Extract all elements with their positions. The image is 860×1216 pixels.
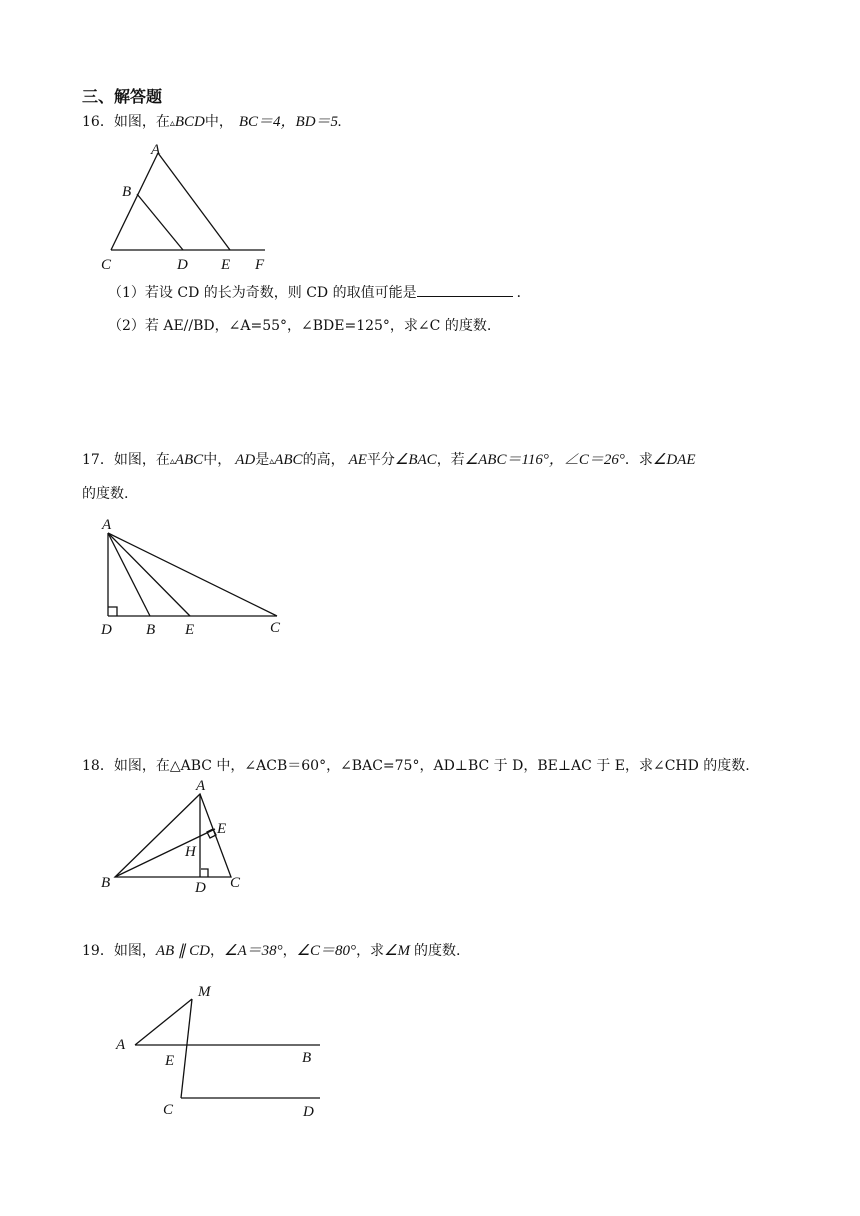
label-e: E bbox=[221, 257, 231, 273]
triangle-symbol: ▵ bbox=[269, 456, 275, 467]
label-c: C bbox=[163, 1102, 174, 1118]
line-ae bbox=[108, 533, 190, 616]
stem-text: 的高， bbox=[302, 452, 345, 468]
question-16-part2: （2）若 AE//BD，∠A=55°，∠BDE=125°，求∠C 的度数. bbox=[108, 318, 492, 334]
label-b: B bbox=[101, 875, 111, 891]
question-17-stem bbox=[82, 450, 695, 472]
angle-m: ∠M bbox=[384, 943, 411, 959]
figure-16 bbox=[95, 138, 275, 274]
angle-bac: ∠BAC bbox=[394, 452, 437, 468]
stem-text: 如图，在 bbox=[113, 452, 170, 468]
figure-19 bbox=[105, 978, 335, 1123]
section-title: 三、解答题 bbox=[82, 87, 163, 106]
angle-a: ∠A＝38° bbox=[224, 943, 283, 959]
figure-18 bbox=[95, 777, 255, 897]
right-angle-mark-d bbox=[201, 869, 208, 877]
given-bd: BD＝5. bbox=[295, 114, 342, 130]
angle-dae: ∠DAE bbox=[652, 452, 696, 468]
question-16-part1 bbox=[108, 282, 531, 303]
label-b: B bbox=[302, 1050, 312, 1066]
question-18-stem bbox=[82, 756, 750, 776]
right-angle-mark-e bbox=[207, 829, 216, 838]
label-e: E bbox=[185, 622, 195, 638]
right-angle-mark bbox=[108, 607, 117, 616]
stem-text: ，若 bbox=[436, 452, 465, 468]
label-b: B bbox=[122, 184, 132, 200]
angle-c: ∠C＝26° bbox=[563, 452, 625, 468]
label-h: H bbox=[185, 844, 196, 860]
stem-text: ，求 bbox=[356, 943, 385, 959]
line-ca bbox=[111, 153, 158, 250]
triangle-symbol: ▵ bbox=[169, 118, 175, 129]
label-a: A bbox=[102, 517, 112, 533]
label-m: M bbox=[198, 984, 211, 1000]
label-c: C bbox=[101, 257, 112, 273]
label-c: C bbox=[230, 875, 241, 891]
stem-text: 中， bbox=[204, 114, 233, 130]
line-bd bbox=[137, 194, 183, 250]
parallel-statement: AB ∥ CD bbox=[155, 943, 210, 959]
stem-text: 平分 bbox=[366, 452, 395, 468]
segment-ad: AD bbox=[235, 452, 256, 468]
line-ab bbox=[108, 533, 150, 616]
given-bc: BC＝4， bbox=[238, 114, 296, 130]
label-d: D bbox=[303, 1104, 314, 1120]
figure-17 bbox=[95, 514, 295, 640]
line-mc bbox=[181, 999, 192, 1098]
stem-text: 的度数. bbox=[414, 943, 461, 959]
label-b: B bbox=[146, 622, 156, 638]
angle-abc: ∠ABC＝116°， bbox=[464, 452, 564, 468]
label-d: D bbox=[195, 880, 206, 896]
triangle-name: ABC bbox=[174, 452, 204, 468]
triangle-symbol: ▵ bbox=[169, 456, 175, 467]
label-d: D bbox=[177, 257, 188, 273]
stem-text: 如图，在△ABC 中，∠ACB＝60°，∠BAC=75°，AD⊥BC 于 D，BE⊥AC 于 E，求∠CHD 的度数. bbox=[113, 758, 750, 774]
label-c: C bbox=[270, 620, 281, 636]
label-a: A bbox=[196, 778, 206, 794]
answer-blank[interactable] bbox=[417, 282, 513, 297]
part1-end: ． bbox=[516, 285, 531, 301]
stem-text: 中， bbox=[203, 452, 232, 468]
label-f: F bbox=[255, 257, 265, 273]
question-19-stem bbox=[82, 941, 460, 961]
label-e: E bbox=[165, 1053, 175, 1069]
label-e: E bbox=[217, 821, 227, 837]
line-ae bbox=[158, 153, 230, 250]
segment-ae: AE bbox=[348, 452, 367, 468]
stem-text: ．求 bbox=[624, 452, 653, 468]
part1-text: （1）若设 CD 的长为奇数，则 CD 的取值可能是 bbox=[108, 285, 417, 301]
question-17-line2: 的度数. bbox=[82, 486, 129, 502]
question-number: 19． bbox=[82, 943, 114, 959]
stem-text: 如图，在 bbox=[113, 114, 170, 130]
stem-text: ， bbox=[282, 943, 297, 959]
label-a: A bbox=[151, 142, 161, 158]
angle-c: ∠C＝80° bbox=[296, 943, 357, 959]
label-d: D bbox=[101, 622, 112, 638]
label-a: A bbox=[116, 1037, 126, 1053]
line-ac bbox=[108, 533, 277, 616]
stem-text: ， bbox=[210, 943, 224, 959]
stem-text: 是 bbox=[255, 452, 270, 468]
stem-text: 如图， bbox=[113, 943, 156, 959]
question-number: 16． bbox=[82, 114, 114, 130]
question-number: 18． bbox=[82, 758, 114, 774]
question-16-stem bbox=[82, 112, 342, 134]
line-am bbox=[135, 999, 192, 1045]
question-number: 17． bbox=[82, 452, 114, 468]
triangle-name: ABC bbox=[274, 452, 303, 468]
triangle-name: BCD bbox=[174, 114, 205, 130]
